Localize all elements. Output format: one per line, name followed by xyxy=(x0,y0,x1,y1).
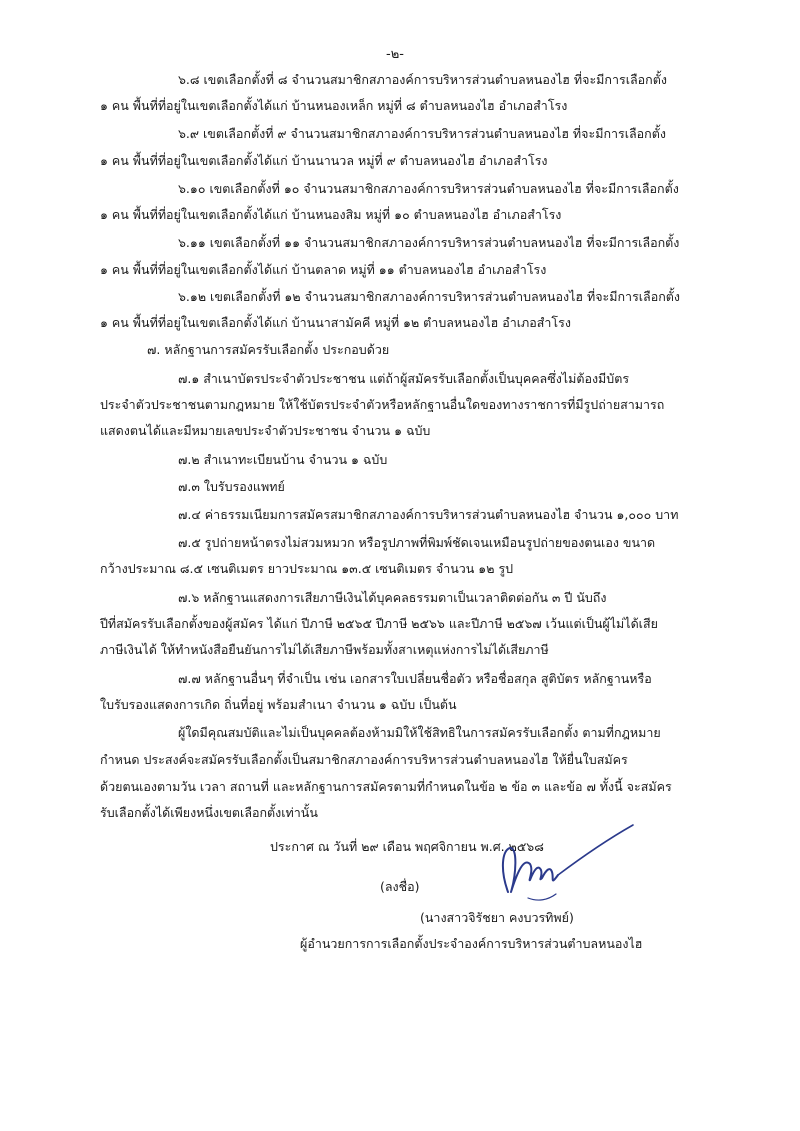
constituency-line: ๖.๘ เขตเลือกตั้งที่ ๘ จำนวนสมาชิกสภาองค์การบริหารส่วนตำบลหนองไฮ ที่จะมีการเลือกตั้ง xyxy=(178,72,667,87)
constituency-line: ๑ คน พื้นที่ที่อยู่ในเขตเลือกตั้งได้แก่ บ้านนาสามัคคี หมู่ที่ ๑๒ ตำบลหนองไฮ อำเภอสำโรง xyxy=(100,315,571,330)
section-heading: ๗. หลักฐานการสมัครรับเลือกตั้ง ประกอบด้วย xyxy=(147,342,390,357)
announcement-date: ประกาศ ณ วันที่ ๒๙ เดือน พฤศจิกายน พ.ศ. ๒๕๖๘ xyxy=(270,839,544,854)
evidence-item: ๗.๓ ใบรับรองแพทย์ xyxy=(178,479,285,494)
closing-paragraph: กำหนด ประสงค์จะสมัครรับเลือกตั้งเป็นสมาชิกสภาองค์การบริหารส่วนตำบลหนองไฮ ให้ยื่นใบสมัคร xyxy=(100,752,628,767)
evidence-item: ๗.๒ สำเนาทะเบียนบ้าน จำนวน ๑ ฉบับ xyxy=(178,452,388,467)
constituency-line: ๑ คน พื้นที่ที่อยู่ในเขตเลือกตั้งได้แก่ บ้านนานวล หมู่ที่ ๙ ตำบลหนองไฮ อำเภอสำโรง xyxy=(100,153,548,168)
constituency-line: ๖.๙ เขตเลือกตั้งที่ ๙ จำนวนสมาชิกสภาองค์การบริหารส่วนตำบลหนองไฮ ที่จะมีการเลือกตั้ง xyxy=(178,126,666,141)
evidence-item: ๗.๖ หลักฐานแสดงการเสียภาษีเงินได้บุคคลธรรมดาเป็นเวลาติดต่อกัน ๓ ปี นับถึง xyxy=(178,590,607,605)
constituency-line: ๑ คน พื้นที่ที่อยู่ในเขตเลือกตั้งได้แก่ บ้านหนองเหล็ก หมู่ที่ ๘ ตำบลหนองไฮ อำเภอสำโรง xyxy=(100,98,568,113)
sign-label: (ลงชื่อ) xyxy=(380,879,420,894)
constituency-line: ๑ คน พื้นที่ที่อยู่ในเขตเลือกตั้งได้แก่ บ้านตลาด หมู่ที่ ๑๑ ตำบลหนองไฮ อำเภอสำโรง xyxy=(100,262,547,277)
constituency-line: ๖.๑๒ เขตเลือกตั้งที่ ๑๒ จำนวนสมาชิกสภาองค์การบริหารส่วนตำบลหนองไฮ ที่จะมีการเลือกตั้ง xyxy=(178,289,681,304)
evidence-item: ๗.๗ หลักฐานอื่นๆ ที่จำเป็น เช่น เอกสารใบเปลี่ยนชื่อตัว หรือชื่อสกุล สูติบัตร หลักฐานหรือ xyxy=(178,671,652,686)
evidence-item: ปีที่สมัครรับเลือกตั้งของผู้สมัคร ได้แก่ ปีภาษี ๒๕๖๕ ปีภาษี ๒๕๖๖ และปีภาษี ๒๕๖๗ เว้นแต่เป็นผู้ไม่ได้เสีย xyxy=(100,616,658,631)
evidence-item: ประจำตัวประชาชนตามกฎหมาย ให้ใช้บัตรประจำตัวหรือหลักฐานอื่นใดของทางราชการที่มีรูปถ่ายสามารถ xyxy=(100,397,665,412)
constituency-line: ๖.๑๑ เขตเลือกตั้งที่ ๑๑ จำนวนสมาชิกสภาองค์การบริหารส่วนตำบลหนองไฮ ที่จะมีการเลือกตั้ง xyxy=(178,235,680,250)
evidence-item: ๗.๑ สำเนาบัตรประจำตัวประชาชน แต่ถ้าผู้สมัครรับเลือกตั้งเป็นบุคคลซึ่งไม่ต้องมีบัตร xyxy=(178,371,630,386)
evidence-item: ๗.๕ รูปถ่ายหน้าตรงไม่สวมหมวก หรือรูปภาพที่พิมพ์ชัดเจนเหมือนรูปถ่ายของตนเอง ขนาด xyxy=(178,535,656,550)
evidence-item: แสดงตนได้และมีหมายเลขประจำตัวประชาชน จำนวน ๑ ฉบับ xyxy=(100,423,431,438)
closing-paragraph: ผู้ใดมีคุณสมบัติและไม่เป็นบุคคลต้องห้ามมิให้ใช้สิทธิในการสมัครรับเลือกตั้ง ตามที่กฎหมาย xyxy=(178,725,661,740)
evidence-item: ๗.๔ ค่าธรรมเนียมการสมัครสมาชิกสภาองค์การบริหารส่วนตำบลหนองไฮ จำนวน ๑,๐๐๐ บาท xyxy=(178,507,679,522)
signer-position: ผู้อำนวยการการเลือกตั้งประจำองค์การบริหารส่วนตำบลหนองไฮ xyxy=(300,936,643,951)
closing-paragraph: ด้วยตนเองตามวัน เวลา สถานที่ และหลักฐานการสมัครตามที่กำหนดในข้อ ๒ ข้อ ๓ และข้อ ๗ ทั้งนี้ จะสมัคร xyxy=(100,779,672,794)
page-number: -๒- xyxy=(386,47,404,62)
constituency-line: ๑ คน พื้นที่ที่อยู่ในเขตเลือกตั้งได้แก่ บ้านหนองสิม หมู่ที่ ๑๐ ตำบลหนองไฮ อำเภอสำโรง xyxy=(100,207,562,222)
evidence-item: กว้างประมาณ ๘.๕ เซนติเมตร ยาวประมาณ ๑๓.๕ เซนติเมตร จำนวน ๑๒ รูป xyxy=(100,561,514,576)
constituency-line: ๖.๑๐ เขตเลือกตั้งที่ ๑๐ จำนวนสมาชิกสภาองค์การบริหารส่วนตำบลหนองไฮ ที่จะมีการเลือกตั้ง xyxy=(178,181,679,196)
evidence-item: ใบรับรองแสดงการเกิด ถิ่นที่อยู่ พร้อมสำเนา จำนวน ๑ ฉบับ เป็นต้น xyxy=(100,697,457,712)
signer-name: (นางสาวจิรัชยา คงบวรทิพย์) xyxy=(420,910,574,925)
handwritten-signature xyxy=(478,820,648,910)
closing-paragraph: รับเลือกตั้งได้เพียงหนึ่งเขตเลือกตั้งเท่านั้น xyxy=(100,805,318,820)
evidence-item: ภาษีเงินได้ ให้ทำหนังสือยืนยันการไม่ได้เสียภาษีพร้อมทั้งสาเหตุแห่งการไม่ได้เสียภาษี xyxy=(100,642,549,657)
